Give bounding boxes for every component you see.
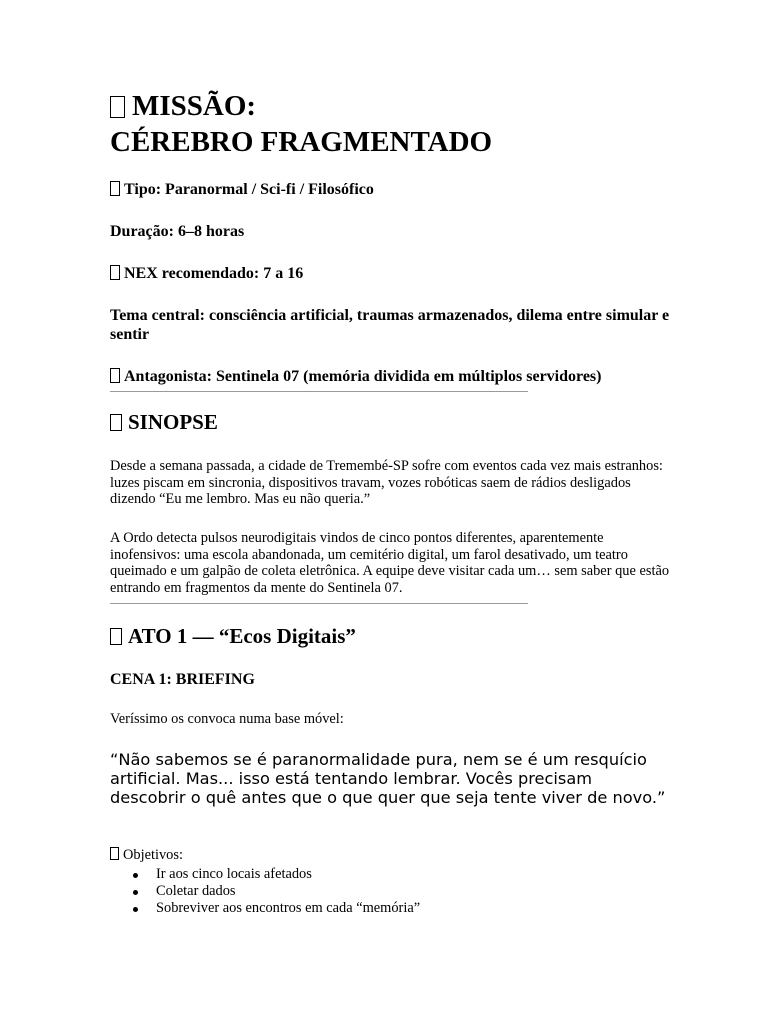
objetivos-label: Objetivos: (110, 847, 183, 864)
sinopse-paragraph-2: A Ordo detecta pulsos neurodigitais vindos de cinco pontos diferentes, aparentemente inofensivos: uma escola abandonada, um cemitério digital, um farol desativado, um teatro queimado e um galpão de coleta eletrônica. A equipe deve visitar cada um… sem saber que estão entrando em fragmentos da mente do Sentinela 07. (110, 530, 670, 596)
meta-antagonista: Antagonista: Sentinela 07 (memória dividida em múltiplos servidores) (110, 367, 601, 386)
meta-tema: Tema central: consciência artificial, traumas armazenados, dilema entre simular e sentir (110, 307, 670, 343)
mission-title-line1: MISSÃO: (110, 88, 492, 124)
unrendered-glyph-icon (110, 368, 120, 383)
unrendered-glyph-icon (110, 96, 125, 118)
unrendered-glyph-icon (110, 265, 120, 280)
cena1-heading: CENA 1: BRIEFING (110, 671, 255, 688)
briefing-intro: Veríssimo os convoca numa base móvel: (110, 711, 344, 727)
list-item: Coletar dados (110, 883, 420, 900)
bullet-icon (133, 873, 138, 878)
objetivos-list (110, 866, 420, 917)
list-item: Sobreviver aos encontros em cada “memória” (110, 900, 420, 917)
sinopse-heading: SINOPSE (110, 409, 218, 435)
bullet-icon (133, 907, 138, 912)
meta-tipo: Tipo: Paranormal / Sci-fi / Filosófico (110, 180, 374, 199)
divider (110, 603, 528, 604)
unrendered-glyph-icon (110, 181, 120, 196)
unrendered-glyph-icon (110, 847, 119, 860)
unrendered-glyph-icon (110, 628, 122, 645)
mission-title (110, 88, 492, 160)
meta-nex: NEX recomendado: 7 a 16 (110, 264, 303, 283)
bullet-icon (133, 890, 138, 895)
list-item: Ir aos cinco locais afetados (110, 866, 420, 883)
sinopse-paragraph-1: Desde a semana passada, a cidade de Tremembé-SP sofre com eventos cada vez mais estranhos: luzes piscam em sincronia, dispositivos travam, vozes robóticas saem de rádios desligados dizendo “Eu me lembro. Mas eu não queria.” (110, 458, 663, 507)
briefing-quote: “Não sabemos se é paranormalidade pura, nem se é um resquício artificial. Mas... isso está tentando lembrar. Vocês precisam descobrir o quê antes que o que quer que seja tente viver de novo.” (110, 750, 666, 807)
ato1-heading: ATO 1 — “Ecos Digitais” (110, 623, 356, 649)
mission-title-line2: CÉREBRO FRAGMENTADO (110, 126, 493, 158)
meta-duracao: Duração: 6–8 horas (110, 223, 245, 240)
divider (110, 391, 528, 392)
unrendered-glyph-icon (110, 414, 122, 431)
